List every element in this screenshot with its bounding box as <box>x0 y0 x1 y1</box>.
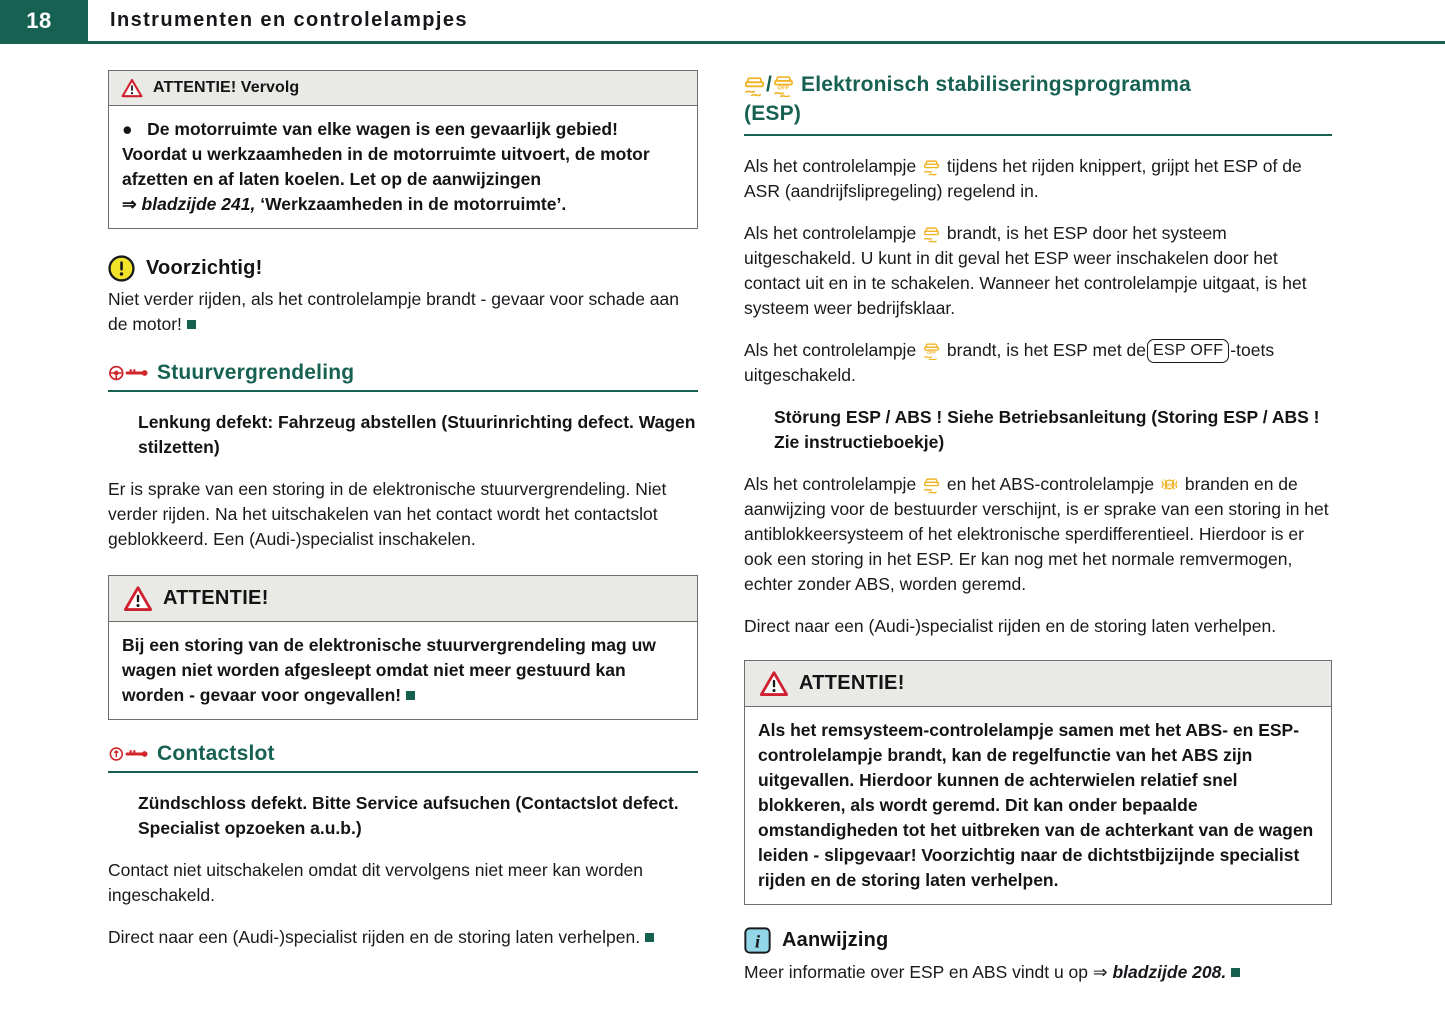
attention-continued-title: ATTENTIE! Vervolg <box>153 79 300 96</box>
note-section <box>744 927 1332 985</box>
esp-display-message: Störung ESP / ABS ! Siehe Betriebsanleitung (Storing ESP / ABS ! Zie instructieboekje) <box>774 407 1320 452</box>
left-attention-text-content: Bij een storing van de elektronische stuurvergrendeling mag uw wagen niet worden afgesleept omdat niet meer gestuurd kan worden - gevaar voor ongevallen! <box>122 635 656 705</box>
end-marker-square <box>645 933 654 942</box>
end-marker-square <box>187 320 196 329</box>
reference-tail: ‘Werkzaamheden in de motorruimte’. <box>260 194 567 214</box>
left-attention-title: ATTENTIE! <box>163 587 269 609</box>
esp-p4-a: Als het controlelampje <box>744 474 917 494</box>
esp-section <box>744 70 1332 639</box>
ignition-lock-body-2 <box>108 925 698 950</box>
esp-paragraph-1 <box>744 154 1332 204</box>
esp-skid-icon <box>923 475 940 494</box>
note-text <box>744 960 1332 985</box>
esp-p2-b: brandt, is het ESP door het systeem uitgeschakeld. U kunt in dit geval het ESP weer inschakelen door het contact uit en in te schakelen. Wanneer het controlelampje uitgaat, is het systeem weer bedrijfsklaar. <box>744 223 1307 318</box>
esp-skid-icon <box>923 157 940 176</box>
end-marker-square <box>406 691 415 700</box>
attention-continued-body: De motorruimte van elke wagen is een gevaarlijk gebied! Voordat u werkzaamheden in de motorruimte uitvoert, de motor afzetten en af laten koelen. Let op de aanwijzingen <box>122 119 650 189</box>
right-attention-box-body <box>745 707 1331 904</box>
caution-section <box>108 255 698 337</box>
end-marker-square <box>1231 968 1240 977</box>
attention-continued-box-header <box>109 71 697 106</box>
steering-lock-heading-row <box>108 361 698 385</box>
esp-skid-icon <box>744 73 765 97</box>
esp-p1-b: tijdens het rijden knippert, grijpt het ESP of de ASR (aandrijfslipregeling) regelend in. <box>744 156 1302 201</box>
esp-p4-c: branden en de aanwijzing voor de bestuurder verschijnt, is er sprake van een storing in het antiblokkeersysteem of het elektronische sperdifferentieel. Hierdoor is er ook een storing in het ESP. Er kan nog met het normale remvermogen, echter zonder ABS, worden geremd. <box>744 474 1329 594</box>
abs-warning-icon <box>1161 476 1178 493</box>
note-header <box>744 927 1332 954</box>
page-number: 18 <box>26 7 52 33</box>
esp-paragraph-3 <box>744 338 1332 388</box>
attention-continued-text <box>122 117 684 217</box>
caution-text-content: Niet verder rijden, als het controlelampje brandt - gevaar voor schade aan de motor! <box>108 289 680 334</box>
left-attention-box <box>108 575 698 720</box>
esp-p3-c: -toets uitgeschakeld. <box>744 340 1275 385</box>
ignition-lock-body-1: Contact niet uitschakelen omdat dit vervolgens niet meer kan worden ingeschakeld. <box>108 860 644 905</box>
warning-triangle-icon <box>123 585 153 612</box>
esp-icon-separator: / <box>766 73 773 96</box>
esp-paragraph-4 <box>744 472 1332 597</box>
esp-off-key[interactable]: ESP OFF <box>1147 339 1229 363</box>
steering-lock-section <box>108 361 698 552</box>
note-reference: bladzijde 208. <box>1112 962 1227 982</box>
ignition-key-icon <box>108 745 148 763</box>
caution-exclamation-circle-icon <box>108 255 135 282</box>
ignition-lock-display-message: Zündschloss defekt. Bitte Service aufsuchen (Contactslot defect. Specialist opzoeken a.u.b.) <box>138 793 679 838</box>
attention-continued-box-body <box>109 106 697 228</box>
left-attention-box-header <box>109 576 697 622</box>
header-rule <box>0 41 1445 44</box>
svg-text:OFF: OFF <box>927 350 937 356</box>
attention-continued-box <box>108 70 698 229</box>
esp-paragraph-2 <box>744 221 1332 321</box>
esp-heading-line2: (ESP) <box>744 102 802 125</box>
reference-arrow: ⇒ <box>122 194 137 214</box>
page-title: Instrumenten en controlelampjes <box>110 9 468 31</box>
spacer <box>108 392 698 410</box>
right-attention-text: Als het remsysteem-controlelampje samen met het ABS- en ESP-controlelampje brandt, kan de regelfunctie van het ABS zijn uitgevallen. Hierdoor kunnen de achterwielen relatief snel blokkeren, als wordt geremd. Dit kan onder bepaalde omstandigheden tot het uitbreken van de achterkant van de wagen leiden - slipgevaar! Voorzichtig naar de dichtstbijzijnde specialist rijden en de storing laten verhelpen. <box>758 720 1314 890</box>
svg-text:OFF: OFF <box>777 85 790 92</box>
spacer <box>744 136 1332 154</box>
esp-paragraph-5: Direct naar een (Audi-)specialist rijden en de storing laten verhelpen. <box>744 616 1277 636</box>
steering-wheel-key-icon <box>108 364 148 382</box>
warning-triangle-icon <box>121 78 143 98</box>
ignition-lock-section <box>108 742 698 950</box>
steering-lock-heading: Stuurvergrendeling <box>157 361 355 384</box>
caution-title: Voorzichtig! <box>146 257 263 279</box>
svg-text:i: i <box>754 931 761 952</box>
esp-heading-block <box>744 70 1332 128</box>
esp-off-skid-icon <box>773 73 794 97</box>
caution-text <box>108 287 698 337</box>
esp-skid-icon <box>923 224 940 243</box>
spacer <box>108 773 698 791</box>
esp-off-skid-icon <box>923 341 940 360</box>
ignition-lock-heading: Contactslot <box>157 742 275 765</box>
note-arrow: ⇒ <box>1092 962 1108 982</box>
esp-heading-line1: Elektronisch stabiliseringsprogramma <box>801 73 1192 96</box>
esp-p4-b: en het ABS-controlelampje <box>946 474 1155 494</box>
steering-lock-body: Er is sprake van een storing in de elektronische stuurvergrendeling. Niet verder rijden. Na het uitschakelen van het contact wordt het contactslot geblokkeerd. Een (Audi-)specialist inschakelen. <box>108 479 667 549</box>
right-attention-box-header <box>745 661 1331 707</box>
right-attention-title: ATTENTIE! <box>799 672 905 694</box>
esp-p3-b: brandt, is het ESP met de <box>946 340 1147 360</box>
right-attention-box <box>744 660 1332 905</box>
ignition-lock-body-2-content: Direct naar een (Audi-)specialist rijden en de storing laten verhelpen. <box>108 927 641 947</box>
esp-p2-a: Als het controlelampje <box>744 223 917 243</box>
esp-p3-a: Als het controlelampje <box>744 340 917 360</box>
note-text-a: Meer informatie over ESP en ABS vindt u op <box>744 962 1089 982</box>
reference-page: bladzijde 241, <box>141 194 256 214</box>
page-header <box>0 0 1445 41</box>
left-attention-box-body <box>109 622 697 719</box>
info-i-icon <box>744 927 771 954</box>
svg-text:ABS: ABS <box>1165 482 1175 488</box>
left-column <box>108 70 698 967</box>
bullet-marker: ● <box>122 119 133 139</box>
right-column <box>744 70 1332 1002</box>
left-attention-text <box>122 633 684 708</box>
caution-header <box>108 255 698 282</box>
ignition-lock-heading-row <box>108 742 698 766</box>
esp-p1-a: Als het controlelampje <box>744 156 917 176</box>
warning-triangle-icon <box>759 670 789 697</box>
note-title: Aanwijzing <box>782 929 889 951</box>
steering-lock-display-message: Lenkung defekt: Fahrzeug abstellen (Stuurinrichting defect. Wagen stilzetten) <box>138 412 696 457</box>
